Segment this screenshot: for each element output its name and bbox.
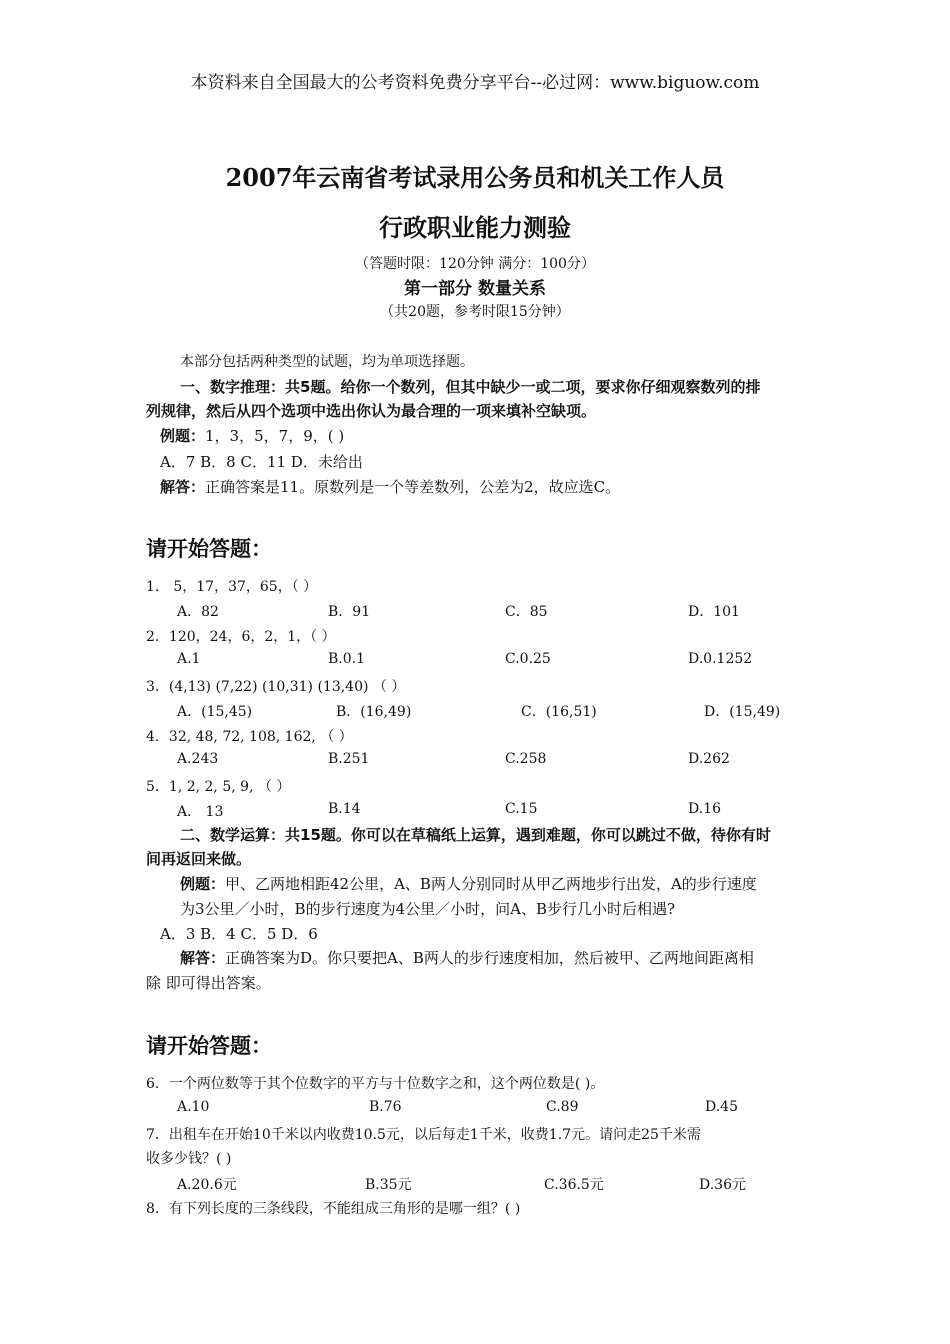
answer2-text: 正确答案为D。你只要把A、B两人的步行速度相加，然后被甲、乙两地间距离相 [225,949,754,967]
question-8: 8．有下列长度的三条线段，不能组成三角形的是哪一组？( ) [146,1201,521,1217]
intro-text: 本部分包括两种类型的试题，均为单项选择题。 [180,354,474,370]
start-answering-heading-2: 请开始答题： [146,1033,272,1058]
example2-text: 甲、乙两地相距42公里，A、B两人分别同时从甲乙两地步行出发，A的步行速度 [225,875,757,893]
q1-option-d: D．101 [688,604,740,620]
q6-option-c: C.89 [546,1099,579,1115]
answer-text: 正确答案是11。原数列是一个等差数列，公差为2，故应选C。 [205,478,621,496]
q4-option-d: D.262 [688,751,730,767]
q4-option-c: C.258 [505,751,547,767]
q1-option-b: B．91 [328,604,371,620]
q3-option-b: B．(16,49) [336,704,412,720]
q7-option-a: A.20.6元 [177,1177,237,1193]
q7-option-c: C.36.5元 [544,1177,604,1193]
q2-option-a: A.1 [177,651,201,667]
q3-option-d: D．(15,49) [704,704,781,720]
question-7-cont: 收多少钱？( ) [146,1151,232,1167]
q3-option-c: C．(16,51) [521,704,597,720]
part-info: （共20题，参考时限15分钟） [380,304,570,320]
answer2-label: 解答： [180,949,226,967]
q7-option-d: D.36元 [699,1177,746,1193]
question-3: 3．(4,13) (7,22) (10,31) (13,40) （ ） [146,679,406,695]
section2-example-options: A．3 B．4 C．5 D．6 [160,925,318,943]
q5-option-d: D.16 [688,801,721,817]
question-1: 1． 5，17，37，65，（ ） [146,579,318,595]
q4-option-b: B.251 [328,751,370,767]
example-text: 1，3，5，7，9，( ) [205,427,345,445]
q6-option-d: D.45 [705,1099,738,1115]
q7-option-b: B.35元 [365,1177,412,1193]
section2-answer [180,946,754,970]
section2-heading: 二、数学运算：共15题。你可以在草稿纸上运算，遇到难题，你可以跳过不做，待你有时 [180,826,771,844]
section1-example-options: A．7 B．8 C．11 D．未给出 [160,453,363,471]
q3-option-a: A．(15,45) [177,704,253,720]
answer-label: 解答： [160,478,206,496]
q6-option-b: B.76 [369,1099,402,1115]
section2-example [180,872,757,896]
question-2: 2．120，24，6，2，1，（ ） [146,629,336,645]
part-title: 第一部分 数量关系 [404,279,546,299]
question-6: 6．一个两位数等于其个位数字的平方与十位数字之和，这个两位数是( )。 [146,1076,605,1092]
section1-example [160,424,344,448]
section2-heading-cont: 间再返回来做。 [146,850,252,868]
q1-option-a: A．82 [177,604,219,620]
title-line-1: 2007年云南省考试录用公务员和机关工作人员 [225,163,725,192]
question-4: 4．32, 48, 72, 108, 162, （ ） [146,729,353,745]
q5-option-c: C.15 [505,801,538,817]
section1-heading: 一、数字推理：共5题。给你一个数列，但其中缺少一或二项，要求你仔细观察数列的排 [180,378,761,396]
q2-option-b: B.0.1 [328,651,366,667]
title-line-2: 行政职业能力测验 [379,213,571,242]
q5-option-b: B.14 [328,801,361,817]
time-info: （答题时限：120分钟 满分：100分） [355,256,595,272]
section2-example-cont: 为3公里／小时，B的步行速度为4公里／小时，问A、B步行几小时后相遇? [180,900,676,918]
q2-option-c: C.0.25 [505,651,551,667]
example2-label: 例题： [180,875,226,893]
example-label: 例题： [160,427,206,445]
section2-answer-cont: 除 即可得出答案。 [146,974,271,992]
q6-option-a: A.10 [177,1099,210,1115]
question-5: 5．1, 2, 2, 5, 9, （ ） [146,779,291,795]
question-7: 7．出租车在开始10千米以内收费10.5元，以后每走1千米，收费1.7元。请问走25千米需 [146,1127,701,1143]
section1-heading-cont: 列规律，然后从四个选项中选出你认为最合理的一项来填补空缺项。 [146,402,597,420]
q4-option-a: A.243 [177,751,219,767]
section1-answer [160,475,620,499]
q2-option-d: D.0.1252 [688,651,753,667]
page-header: 本资料来自全国最大的公考资料免费分享平台--必过网：www.biguow.com [190,73,760,93]
q5-option-a: A． 13 [177,804,224,820]
q1-option-c: C．85 [505,604,548,620]
start-answering-heading-1: 请开始答题： [146,536,272,561]
